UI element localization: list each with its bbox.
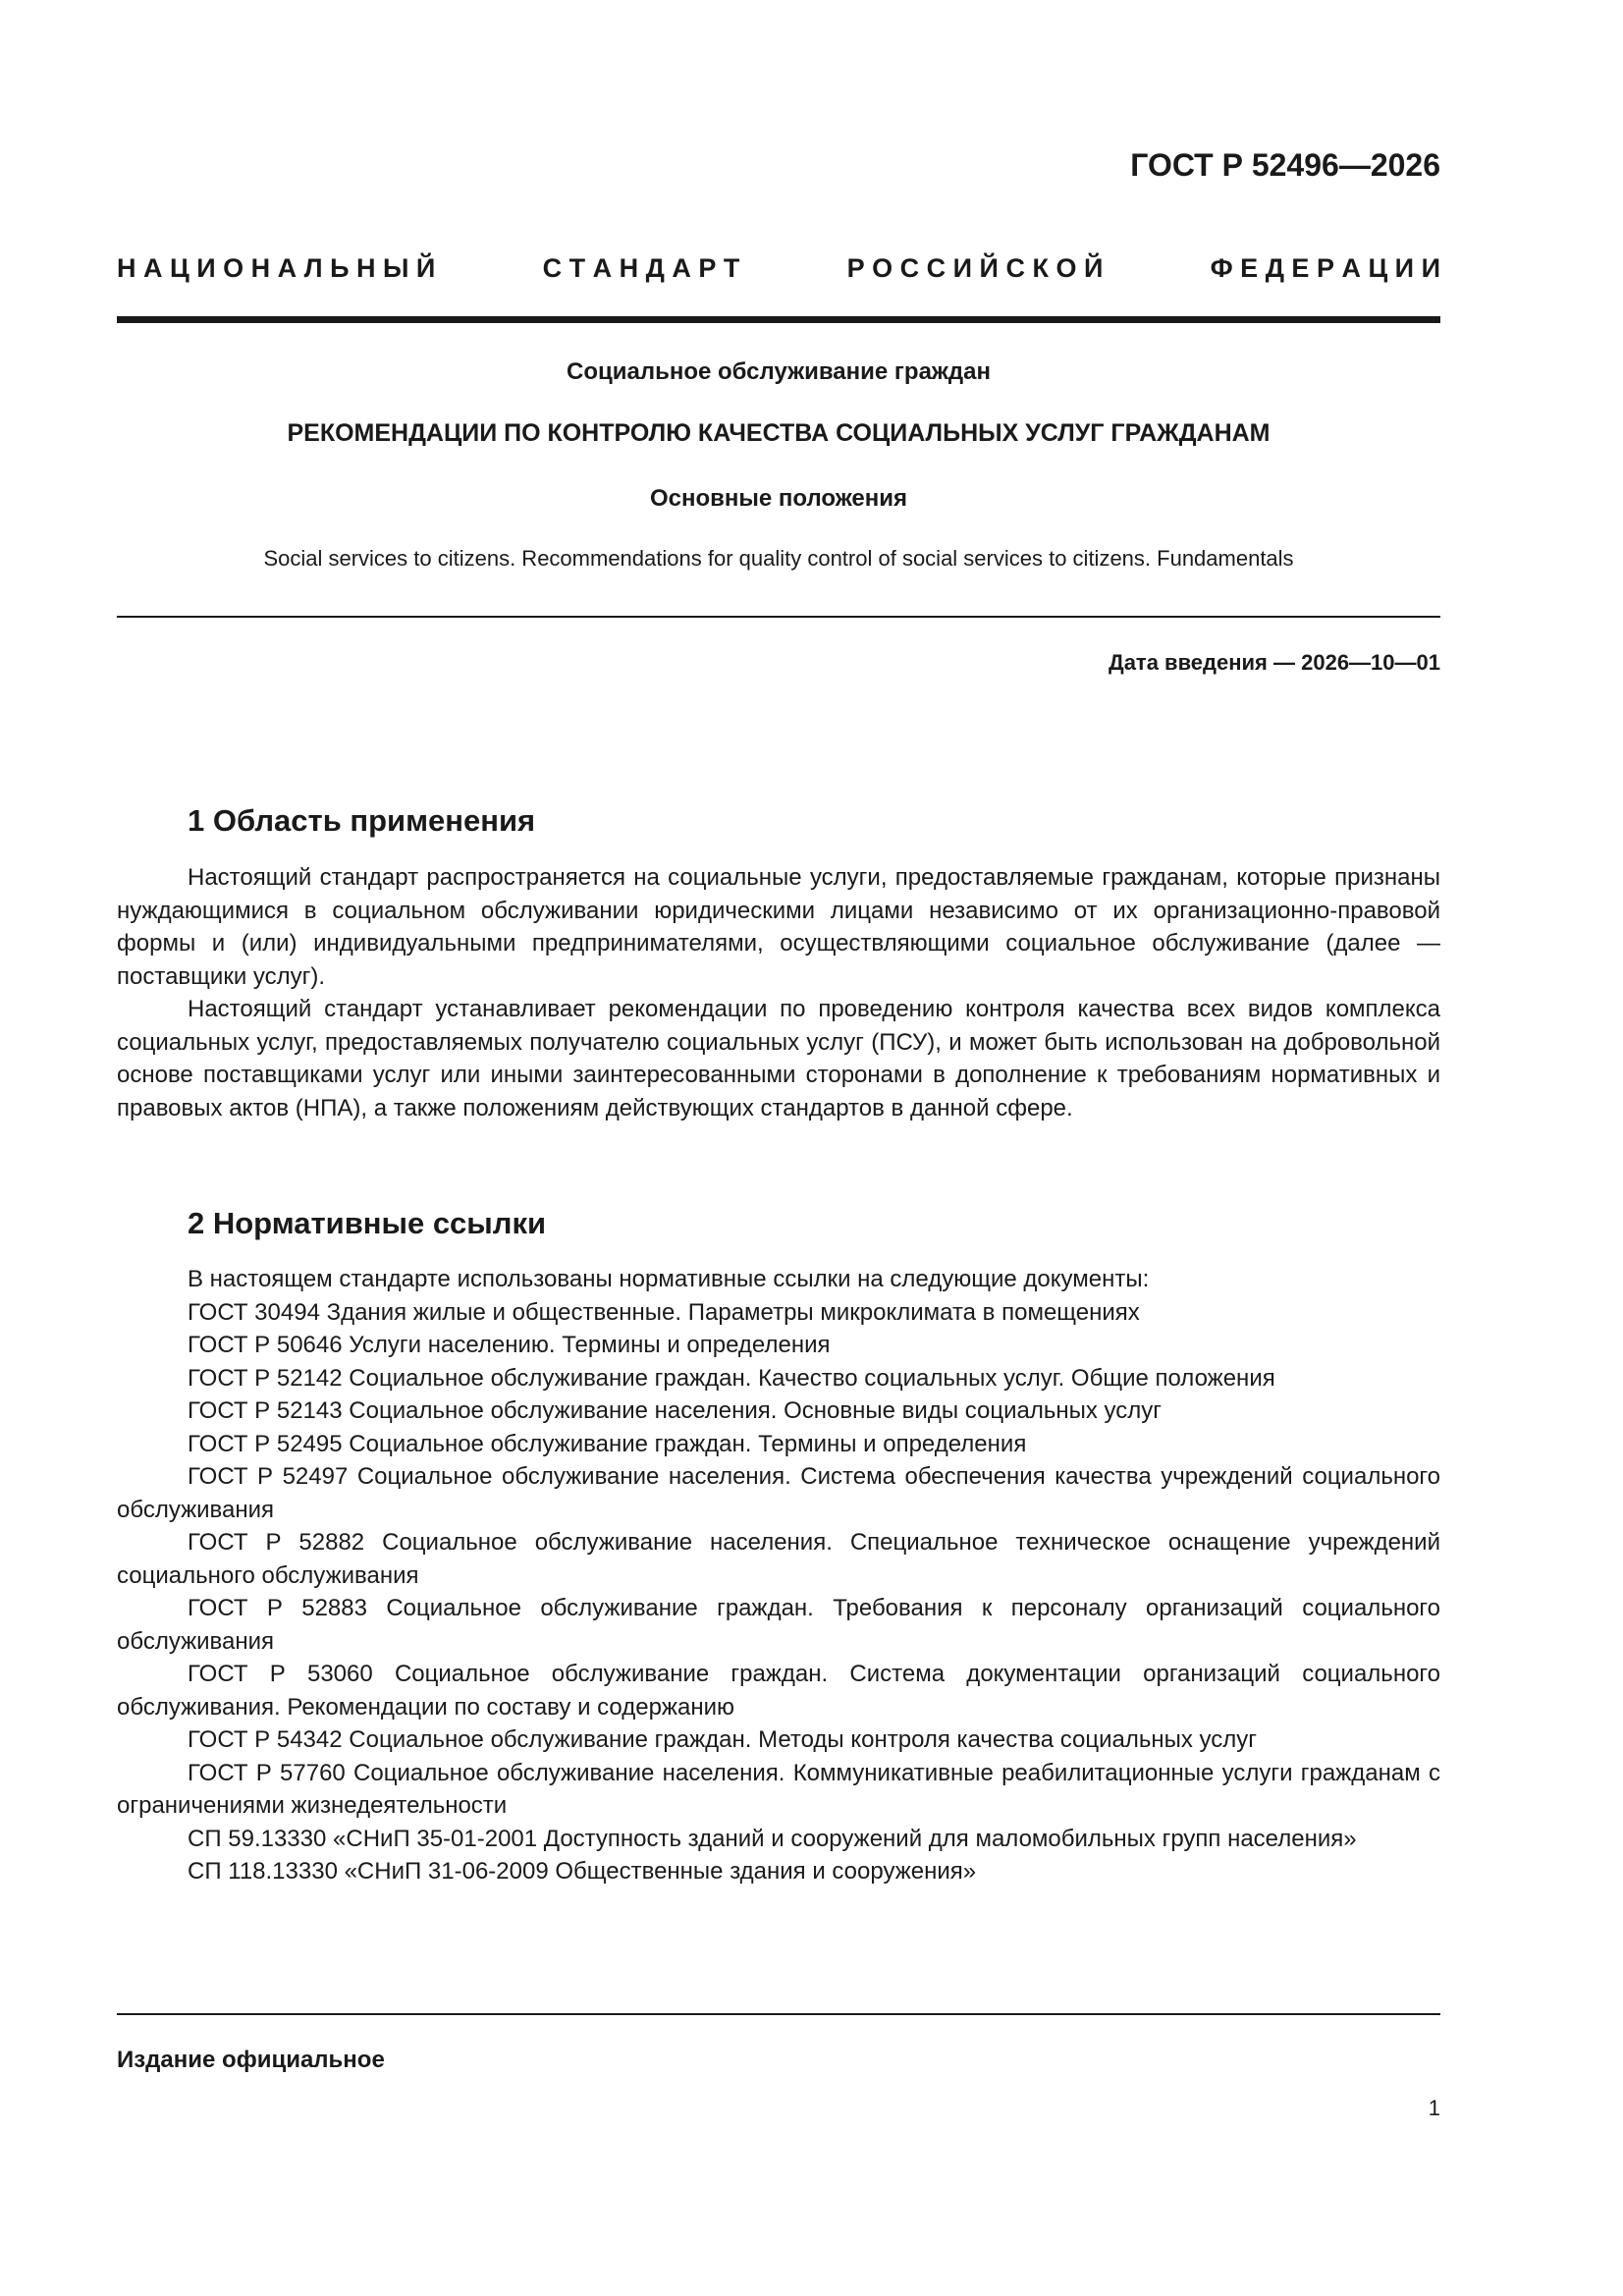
paragraph: Настоящий стандарт устанавливает рекомендации по проведению контроля качества всех видов комплекса социальных услуг, предоставляемых получателю социальных услуг (ПСУ), и может быть использован на добровольной основе поставщиками услуг или иными заинтересованными сторонами в дополнение к требованиям нормативных и правовых актов (НПА), а также положениям действующих стандартов в данной сфере. [117,996,1440,1121]
section-heading: 2 Нормативные ссылки [188,1206,547,1240]
section-body [117,861,1440,1124]
header-divider [117,316,1440,323]
paragraph: Настоящий стандарт распространяется на социальные услуги, предоставляемые гражданам, которые признаны нуждающимися в социальном обслуживании юридическими лицами независимо от их организационно-правовой формы и (или) индивидуальными предпринимателями, осуществляющими социальное обслуживание (далее — поставщики услуг). [117,864,1440,990]
paragraph: В настоящем стандарте использованы нормативные ссылки на следующие документы: [188,1266,1150,1292]
introduction-date: Дата введения — 2026—10—01 [1109,650,1440,675]
reference-item: ГОСТ 30494 Здания жилые и общественные. Параметры микроклимата в помещениях [188,1298,1140,1326]
reference-item: ГОСТ Р 52495 Социальное обслуживание граждан. Термины и определения [188,1430,1027,1457]
document-title: РЕКОМЕНДАЦИИ ПО КОНТРОЛЮ КАЧЕСТВА СОЦИАЛЬНЫХ УСЛУГ ГРАЖДАНАМ [287,419,1271,447]
references-list [117,1263,1440,1888]
reference-item: СП 59.13330 «СНиП 35-01-2001 Доступность зданий и сооружений для маломобильных групп населения» [188,1825,1357,1852]
section-heading: 1 Область применения [188,803,536,838]
title-divider [117,616,1440,618]
national-word: С Т А Н Д А Р Т [542,253,740,283]
reference-item: ГОСТ Р 57760 Социальное обслуживание населения. Коммуникативные реабилитационные услуги гражданам с ограничениями жизнедеятельности [117,1759,1440,1819]
footer-divider [117,2013,1440,2015]
reference-item: ГОСТ Р 50646 Услуги населению. Термины и определения [188,1332,831,1358]
reference-item: ГОСТ Р 53060 Социальное обслуживание граждан. Система документации организаций социального обслуживания. Рекомендации по составу и содержанию [117,1661,1440,1721]
page-number: 1 [1428,2096,1440,2120]
national-word: Н А Ц И О Н А Л Ь Н Ы Й [117,253,436,283]
national-word: Р О С С И Й С К О Й [846,253,1104,283]
reference-item: ГОСТ Р 52142 Социальное обслуживание граждан. Качество социальных услуг. Общие положения [188,1364,1275,1392]
document-subject: Социальное обслуживание граждан [566,358,992,385]
document-subtitle: Основные положения [649,485,908,512]
reference-item: ГОСТ Р 54342 Социальное обслуживание граждан. Методы контроля качества социальных услуг [188,1726,1258,1753]
reference-item: ГОСТ Р 52143 Социальное обслуживание населения. Основные виды социальных услуг [188,1397,1163,1424]
document-code: ГОСТ Р 52496—2026 [1130,147,1440,183]
national-word: Ф Е Д Е Р А Ц И И [1210,253,1440,283]
reference-item: СП 118.13330 «СНиП 31-06-2009 Общественные здания и сооружения» [188,1858,977,1885]
reference-item: ГОСТ Р 52882 Социальное обслуживание населения. Специальное техническое оснащение учреждений социального обслуживания [117,1529,1440,1589]
edition-label: Издание официальное [117,2047,385,2073]
national-standard-title [117,253,1440,284]
english-title: Social services to citizens. Recommendations for quality control of social services to citizens. Fundamentals [263,546,1294,571]
reference-item: ГОСТ Р 52883 Социальное обслуживание граждан. Требования к персоналу организаций социального обслуживания [117,1595,1440,1655]
reference-item: ГОСТ Р 52497 Социальное обслуживание населения. Система обеспечения качества учреждений социального обслуживания [117,1463,1440,1523]
